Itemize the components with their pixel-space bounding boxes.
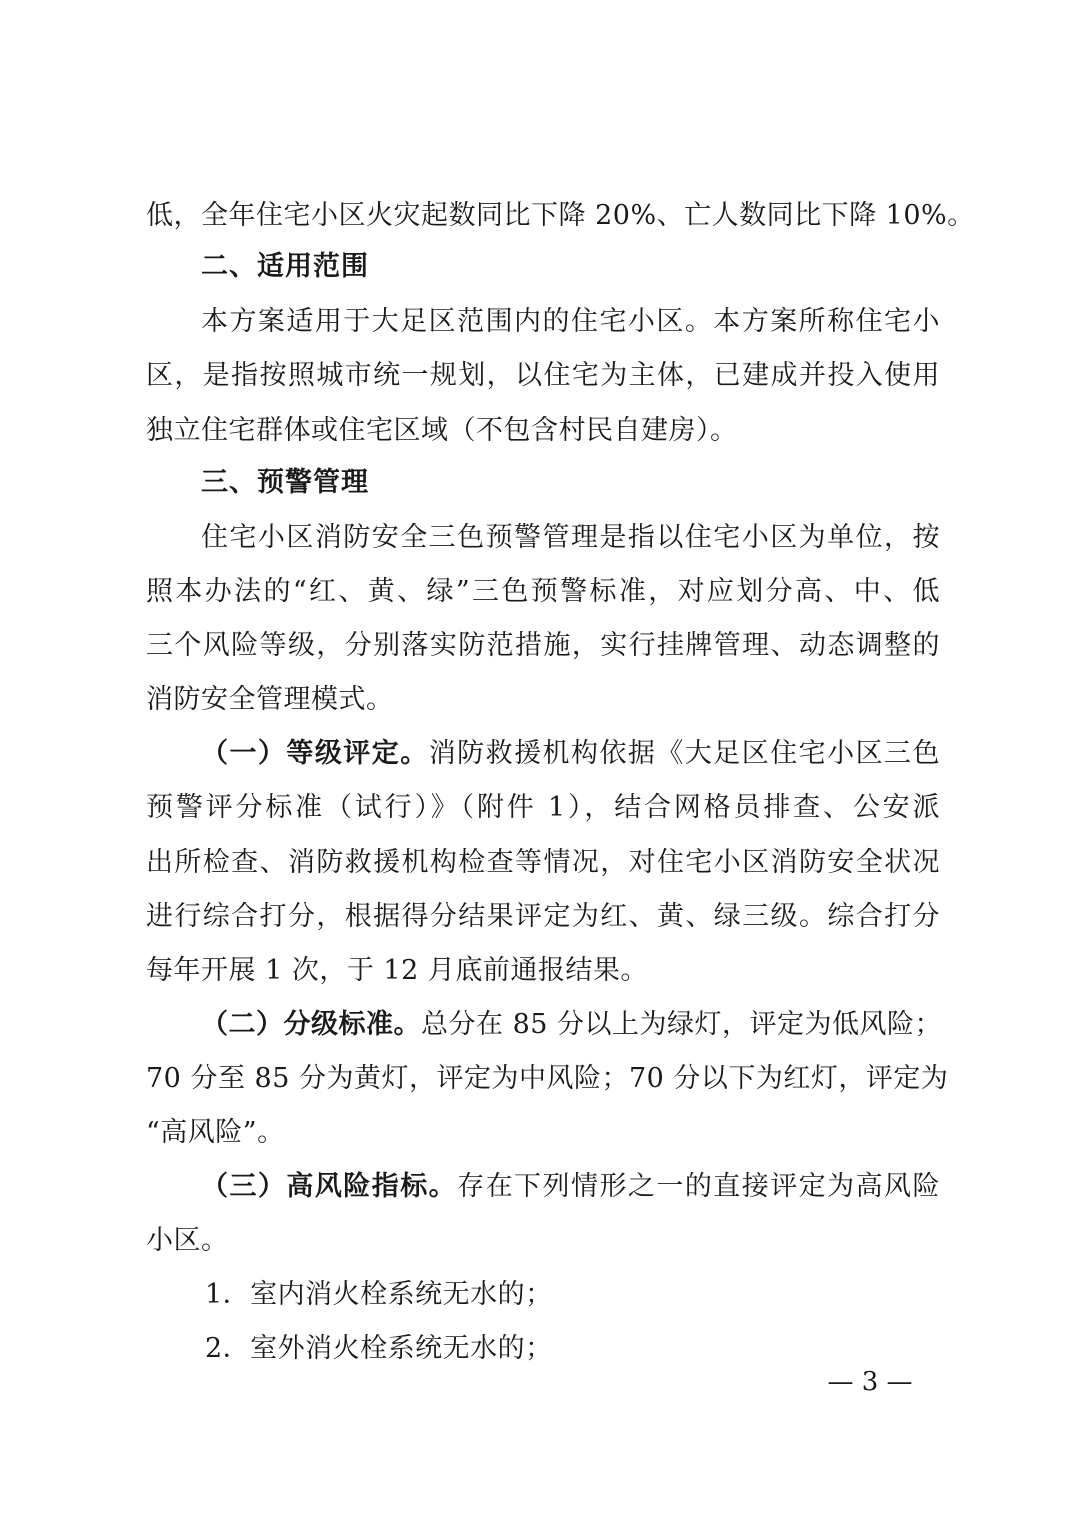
body-line: 消防安全管理模式。: [146, 684, 394, 715]
body-line: 进行综合打分，根据得分结果评定为红、黄、绿三级。综合打分: [146, 901, 940, 932]
page-number: — 3 —: [827, 1367, 913, 1397]
body-line: 本方案适用于大足区范围内的住宅小区。本方案所称住宅小: [201, 306, 940, 337]
subheading-high-risk: （三）高风险指标。: [201, 1171, 458, 1202]
body-line-continuation: 低，全年住宅小区火灾起数同比下降 20%、亡人数同比下降 10%。: [146, 200, 975, 231]
subheading-grade-rating: （一）等级评定。: [201, 738, 429, 769]
section-heading-warning-management: 三、预警管理: [201, 467, 369, 498]
section-heading-scope: 二、适用范围: [201, 251, 369, 282]
body-line: 独立住宅群体或住宅区域（不包含村民自建房）。: [146, 415, 738, 446]
body-line: 出所检查、消防救援机构检查等情况，对住宅小区消防安全状况: [146, 847, 940, 878]
paragraph-grade-standard: [201, 998, 943, 1052]
paragraph-grade-rating: [201, 727, 940, 781]
body-line: 70 分至 85 分为黄灯，评定为中风险；70 分以下为红灯，评定为: [146, 1063, 949, 1094]
list-item: 2．室外消火栓系统无水的；: [205, 1333, 553, 1364]
body-line: 预警评分标准（试行）》（附件 1），结合网格员排查、公安派: [146, 792, 940, 823]
subheading-grade-standard: （二）分级标准。: [201, 1009, 421, 1040]
body-line: 照本办法的“红、黄、绿”三色预警标准，对应划分高、中、低: [146, 576, 940, 607]
body-text: 消防救援机构依据《大足区住宅小区三色: [428, 738, 941, 769]
body-line: 住宅小区消防安全三色预警管理是指以住宅小区为单位，按: [201, 522, 940, 553]
body-line: 每年开展 1 次，于 12 月底前通报结果。: [146, 955, 648, 986]
body-line: 三个风险等级，分别落实防范措施，实行挂牌管理、动态调整的: [146, 630, 940, 661]
body-line: 小区。: [146, 1225, 229, 1256]
list-item: 1．室内消火栓系统无水的；: [205, 1279, 553, 1310]
body-line: “高风险”。: [146, 1117, 285, 1148]
body-text: 存在下列情形之一的直接评定为高风险: [457, 1171, 940, 1202]
paragraph-high-risk: [201, 1160, 940, 1214]
body-line: 区，是指按照城市统一规划，以住宅为主体，已建成并投入使用: [146, 360, 940, 391]
body-text: 总分在 85 分以上为绿灯，评定为低风险；: [421, 1009, 943, 1040]
